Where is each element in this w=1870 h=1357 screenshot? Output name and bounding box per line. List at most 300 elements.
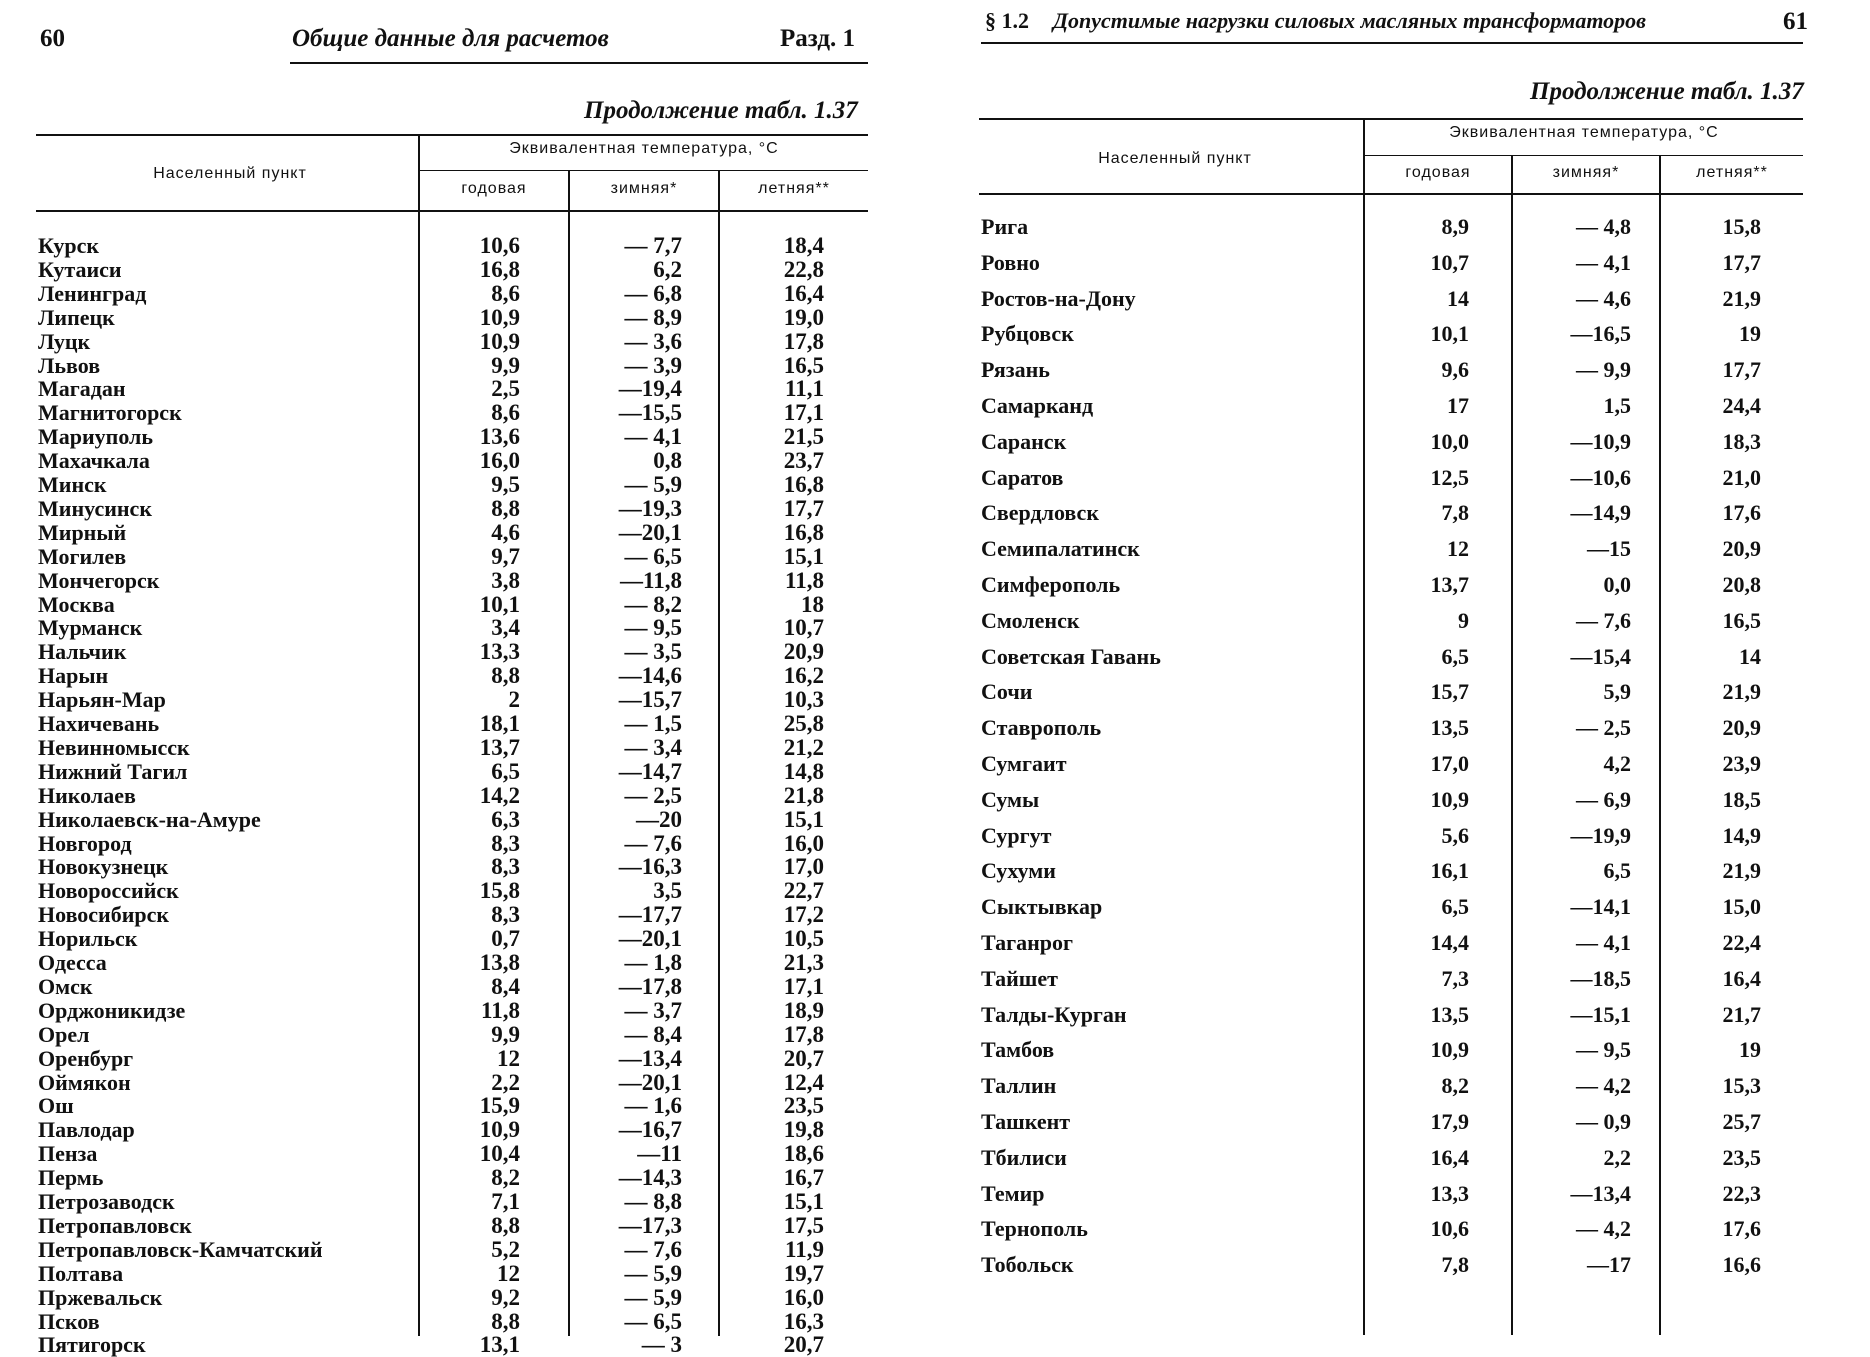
table-row [0,377,880,401]
header-rule [981,42,1803,44]
winter-temp: — 5,9 [624,1260,682,1286]
locality-name: Саратов [981,464,1064,490]
locality-name: Минск [38,472,107,497]
table-row [975,429,1870,465]
annual-temp: 16,0 [479,448,520,474]
locality-name: Сухуми [981,858,1056,884]
annual-temp: 13,7 [479,734,520,760]
locality-name: Петропавловск-Камчатский [38,1236,323,1262]
locality-name: Семипалатинск [981,536,1140,562]
locality-name: Махачкала [38,448,150,474]
summer-temp: 16,0 [783,830,824,856]
table-row [0,712,880,736]
winter-temp: — 7,6 [624,1236,682,1262]
table-row [0,282,880,306]
table-row [0,593,880,617]
locality-name: Ставрополь [981,715,1102,741]
locality-name: Симферополь [981,572,1121,597]
winter-temp: — 4,1 [1576,249,1631,275]
summer-temp: 16,5 [1722,607,1761,633]
annual-temp: 8,9 [1441,214,1469,239]
summer-temp: 19,7 [783,1260,824,1286]
table-row [975,1181,1870,1217]
table-top-rule [36,134,868,136]
table-row [0,760,880,784]
annual-temp: 8,3 [491,830,520,856]
winter-temp: —13,4 [1570,1180,1631,1206]
summer-temp: 14,9 [1722,822,1761,848]
locality-name: Орджоникидзе [38,997,186,1023]
summer-temp: 22,4 [1722,930,1761,955]
table-row [0,1286,880,1310]
locality-name: Новокузнецк [38,854,169,880]
winter-temp: — 4,8 [1576,214,1631,239]
annual-temp: 10,6 [1430,1216,1469,1242]
summer-temp: 16,8 [783,472,824,497]
summer-temp: 11,9 [785,1236,824,1262]
winter-temp: — 1,8 [624,950,682,975]
table-row [0,473,880,497]
summer-temp: 18,3 [1722,428,1761,454]
locality-name: Рубцовск [981,321,1074,347]
summer-temp: 21,9 [1722,858,1761,884]
annual-temp: 8,8 [491,663,520,689]
locality-name: Минусинск [38,495,152,521]
locality-name: Нижний Тагил [38,758,188,784]
winter-temp: — 9,5 [1576,1037,1631,1063]
annual-temp: 6,5 [1441,643,1469,669]
table-row [0,306,880,330]
summer-temp: 23,9 [1722,751,1761,776]
winter-temp: — 3,6 [624,328,682,354]
locality-name: Орел [38,1021,90,1047]
annual-temp: 8,4 [491,973,520,999]
annual-temp: 12 [1447,536,1469,562]
annual-temp: 6,5 [491,758,520,784]
locality-name: Мурманск [38,615,143,641]
table-row [0,1214,880,1238]
locality-name: Нарын [38,663,109,689]
annual-temp: 7,8 [1441,500,1469,526]
table-row [975,608,1870,644]
annual-temp: 18,1 [479,711,520,736]
locality-name: Полтава [38,1260,124,1286]
column-group-header: Эквивалентная температура, °С [1449,124,1719,141]
annual-temp: 10,9 [1430,786,1469,812]
table-row [975,500,1870,536]
summer-temp: 17,8 [783,328,824,354]
locality-name: Тайшет [981,965,1058,991]
table-header-bottom-rule [979,193,1803,195]
winter-temp: — 6,5 [624,1308,682,1334]
annual-temp: 3,4 [491,615,520,641]
table-row [0,1166,880,1190]
table-row [975,572,1870,608]
annual-temp: 12 [497,1260,520,1286]
table-row [975,930,1870,966]
winter-temp: — 7,6 [1576,607,1631,633]
winter-temp: —18,5 [1570,965,1631,991]
summer-temp: 16,4 [1722,965,1761,991]
winter-temp: —11,8 [620,567,682,593]
winter-temp: — 2,5 [1576,715,1631,741]
annual-temp: 6,3 [491,806,520,832]
winter-temp: —20 [636,806,682,832]
winter-temp: 3,5 [653,878,682,904]
summer-temp: 16,7 [783,1165,824,1191]
table-row [975,1252,1870,1288]
column-header-locality: Населенный пункт [153,165,307,182]
summer-temp: 22,8 [783,256,824,282]
summer-temp: 20,8 [1722,572,1761,597]
winter-temp: —19,4 [618,376,682,402]
winter-temp: — 0,9 [1576,1109,1631,1134]
locality-name: Свердловск [981,500,1099,526]
table-row [0,1094,880,1118]
locality-name: Ростов-на-Дону [981,285,1136,311]
winter-temp: — 3,7 [624,997,682,1023]
table-row [975,679,1870,715]
table-row [0,1142,880,1166]
winter-temp: — 7,7 [624,233,682,258]
annual-temp: 8,2 [491,1165,520,1191]
winter-temp: — 3 [641,1332,682,1357]
winter-temp: 4,2 [1603,751,1631,776]
summer-temp: 17,2 [783,902,824,928]
table-row [0,975,880,999]
winter-temp: — 2,5 [624,782,682,808]
locality-name: Новосибирск [38,902,170,928]
winter-temp: — 5,9 [624,1284,682,1310]
locality-name: Кутаиси [38,256,122,282]
winter-temp: — 4,6 [1576,285,1631,311]
table-header-bottom-rule [36,210,868,212]
summer-temp: 15,3 [1722,1073,1761,1099]
annual-temp: 8,6 [491,400,520,426]
summer-temp: 17,6 [1722,1216,1761,1242]
table-row [0,497,880,521]
table-caption: Продолжение табл. 1.37 [584,97,858,124]
table-header-mid-rule [1365,155,1803,156]
locality-name: Омск [38,973,93,999]
winter-temp: —20,1 [618,1069,682,1095]
table-row [975,465,1870,501]
winter-temp: —10,6 [1570,464,1631,490]
table-row [0,330,880,354]
winter-temp: — 8,2 [624,591,682,617]
table-row [0,521,880,545]
winter-temp: —19,9 [1570,822,1631,848]
summer-temp: 18,5 [1722,786,1761,812]
summer-temp: 16,6 [1722,1252,1761,1278]
summer-temp: 21,2 [783,734,824,760]
winter-temp: 0,0 [1603,572,1631,597]
table-row [0,1310,880,1334]
locality-name: Николаев [38,782,136,808]
page-number: 61 [1783,8,1808,35]
table-row [975,966,1870,1002]
summer-temp: 21,5 [783,424,824,450]
winter-temp: —17,3 [618,1212,682,1238]
table-row [0,1071,880,1095]
summer-temp: 21,0 [1722,464,1761,490]
annual-temp: 8,8 [491,1308,520,1334]
summer-temp: 12,4 [783,1069,824,1095]
annual-temp: 12 [497,1045,520,1071]
locality-name: Самарканд [981,393,1094,418]
annual-temp: 14 [1447,285,1469,311]
winter-temp: — 8,8 [624,1189,682,1214]
summer-temp: 17,5 [783,1212,824,1238]
annual-temp: 6,5 [1441,894,1469,920]
winter-temp: — 9,9 [1576,357,1631,383]
summer-temp: 23,7 [783,448,824,474]
summer-temp: 23,5 [783,1093,824,1119]
table-row [975,751,1870,787]
summer-temp: 17,8 [783,1021,824,1047]
annual-temp: 16,4 [1430,1144,1469,1170]
summer-temp: 22,3 [1722,1180,1761,1206]
locality-name: Нахичевань [38,711,160,736]
annual-temp: 13,1 [479,1332,520,1357]
winter-temp: —14,3 [618,1165,682,1191]
winter-temp: — 3,5 [624,639,682,665]
table-row [0,951,880,975]
locality-name: Сумы [981,786,1040,812]
summer-temp: 21,8 [783,782,824,808]
table-row [975,644,1870,680]
summer-temp: 16,3 [783,1308,824,1334]
column-header-winter: зимняя* [610,180,678,197]
table-row [0,640,880,664]
column-header-annual: годовая [461,180,527,197]
summer-temp: 16,2 [783,663,824,689]
winter-temp: —15,5 [618,400,682,426]
annual-temp: 15,9 [479,1093,520,1119]
winter-temp: 6,2 [653,256,682,282]
annual-temp: 5,2 [491,1236,520,1262]
summer-temp: 17,7 [1722,357,1761,383]
annual-temp: 10,1 [1430,321,1469,347]
locality-name: Тобольск [981,1252,1074,1278]
summer-temp: 16,5 [783,352,824,378]
locality-name: Ровно [981,249,1040,275]
winter-temp: — 5,9 [624,472,682,497]
table-row [0,999,880,1023]
summer-temp: 23,5 [1722,1144,1761,1170]
annual-temp: 12,5 [1430,464,1469,490]
winter-temp: 0,8 [653,448,682,474]
table-row [975,787,1870,823]
winter-temp: —14,9 [1570,500,1631,526]
summer-temp: 10,5 [783,926,824,952]
locality-name: Тбилиси [981,1144,1067,1170]
table-caption: Продолжение табл. 1.37 [1530,78,1804,105]
summer-temp: 16,8 [783,519,824,545]
column-header-winter: зимняя* [1552,164,1620,181]
locality-name: Сыктывкар [981,894,1103,920]
winter-temp: —11 [637,1141,682,1167]
annual-temp: 10,9 [479,304,520,330]
summer-temp: 15,8 [1722,214,1761,239]
annual-temp: 13,6 [479,424,520,450]
annual-temp: 10,0 [1430,428,1469,454]
page-number: 60 [40,25,65,52]
annual-temp: 2,5 [491,376,520,402]
table-row [0,401,880,425]
locality-name: Рязань [981,357,1050,383]
annual-temp: 7,8 [1441,1252,1469,1278]
summer-temp: 11,1 [785,376,824,402]
annual-temp: 8,3 [491,854,520,880]
table-row [0,545,880,569]
summer-temp: 15,1 [783,1189,824,1214]
annual-temp: 8,3 [491,902,520,928]
table-row [0,808,880,832]
table-header-mid-rule [420,170,868,171]
annual-temp: 13,3 [1430,1180,1469,1206]
locality-name: Пятигорск [38,1332,146,1357]
locality-name: Оренбург [38,1045,134,1071]
winter-temp: —17,8 [618,973,682,999]
winter-temp: 1,5 [1603,393,1631,418]
winter-temp: —14,6 [618,663,682,689]
table-row [0,425,880,449]
summer-temp: 14,8 [783,758,824,784]
winter-temp: —13,4 [618,1045,682,1071]
winter-temp: 2,2 [1603,1144,1631,1170]
summer-temp: 18,9 [783,997,824,1023]
winter-temp: — 6,5 [624,543,682,569]
locality-name: Невинномысск [38,734,190,760]
table-row [975,1109,1870,1145]
winter-temp: —15,1 [1570,1001,1631,1027]
summer-temp: 14 [1739,643,1761,669]
summer-temp: 19,0 [783,304,824,330]
running-header [0,25,880,65]
annual-temp: 9,2 [491,1284,520,1310]
table-row [0,234,880,258]
locality-name: Сумгаит [981,751,1067,776]
winter-temp: — 1,6 [624,1093,682,1119]
locality-name: Магнитогорск [38,400,182,426]
annual-temp: 3,8 [491,567,520,593]
table-row [0,1333,880,1357]
annual-temp: 10,7 [1430,249,1469,275]
annual-temp: 8,8 [491,1212,520,1238]
summer-temp: 19,8 [783,1117,824,1143]
annual-temp: 10,1 [479,591,520,617]
locality-name: Нальчик [38,639,127,665]
table-row [975,214,1870,250]
table-row [0,1118,880,1142]
table-row [975,536,1870,572]
winter-temp: — 7,6 [624,830,682,856]
summer-temp: 11,8 [785,567,824,593]
table-row [975,1216,1870,1252]
annual-temp: 9,6 [1441,357,1469,383]
winter-temp: —16,5 [1570,321,1631,347]
summer-temp: 25,8 [783,711,824,736]
summer-temp: 20,7 [783,1332,824,1357]
summer-temp: 17,1 [783,400,824,426]
locality-name: Липецк [38,304,115,330]
locality-name: Сочи [981,679,1033,705]
summer-temp: 15,0 [1722,894,1761,920]
locality-name: Тамбов [981,1037,1055,1063]
annual-temp: 8,2 [1441,1073,1469,1099]
locality-name: Рига [981,214,1029,239]
annual-temp: 5,6 [1441,822,1469,848]
annual-temp: 10,4 [479,1141,520,1167]
annual-temp: 13,3 [479,639,520,665]
winter-temp: — 4,1 [1576,930,1631,955]
summer-temp: 21,9 [1722,679,1761,705]
table-row [0,569,880,593]
column-header-locality: Населенный пункт [1098,150,1252,167]
winter-temp: —16,3 [618,854,682,880]
locality-name: Луцк [38,328,91,354]
summer-temp: 20,7 [783,1045,824,1071]
winter-temp: —20,1 [618,519,682,545]
winter-temp: —15,7 [618,687,682,713]
winter-temp: — 9,5 [624,615,682,641]
winter-temp: —17,7 [618,902,682,928]
annual-temp: 13,7 [1430,572,1469,597]
locality-name: Пенза [38,1141,98,1167]
table-row [975,1145,1870,1181]
winter-temp: — 6,8 [624,280,682,306]
locality-name: Таллин [981,1073,1057,1099]
annual-temp: 9,7 [491,543,520,569]
winter-temp: —10,9 [1570,428,1631,454]
summer-temp: 17,0 [783,854,824,880]
table-row [0,1262,880,1286]
table-row [975,393,1870,429]
annual-temp: 15,8 [479,878,520,904]
locality-name: Львов [38,352,101,378]
locality-name: Пермь [38,1165,104,1191]
summer-temp: 25,7 [1722,1109,1761,1134]
table-row [975,357,1870,393]
summer-temp: 17,1 [783,973,824,999]
summer-temp: 10,7 [783,615,824,641]
table-row [0,927,880,951]
summer-temp: 17,7 [1722,249,1761,275]
summer-temp: 21,7 [1722,1001,1761,1027]
table-row [975,321,1870,357]
summer-temp: 10,3 [783,687,824,713]
table-row [975,286,1870,322]
annual-temp: 17 [1447,393,1469,418]
locality-name: Таганрог [981,930,1074,955]
winter-temp: —19,3 [618,495,682,521]
locality-name: Петрозаводск [38,1189,175,1214]
annual-temp: 17,9 [1430,1109,1469,1134]
table-row [975,1002,1870,1038]
winter-temp: —20,1 [618,926,682,952]
annual-temp: 9,9 [491,352,520,378]
annual-temp: 8,6 [491,280,520,306]
annual-temp: 7,1 [491,1189,520,1214]
table-row [0,1238,880,1262]
summer-temp: 19 [1739,1037,1761,1063]
section-label: Разд. 1 [780,25,856,52]
annual-temp: 17,0 [1430,751,1469,776]
locality-name: Петропавловск [38,1212,192,1238]
locality-name: Мирный [38,519,127,545]
locality-name: Сургут [981,822,1052,848]
